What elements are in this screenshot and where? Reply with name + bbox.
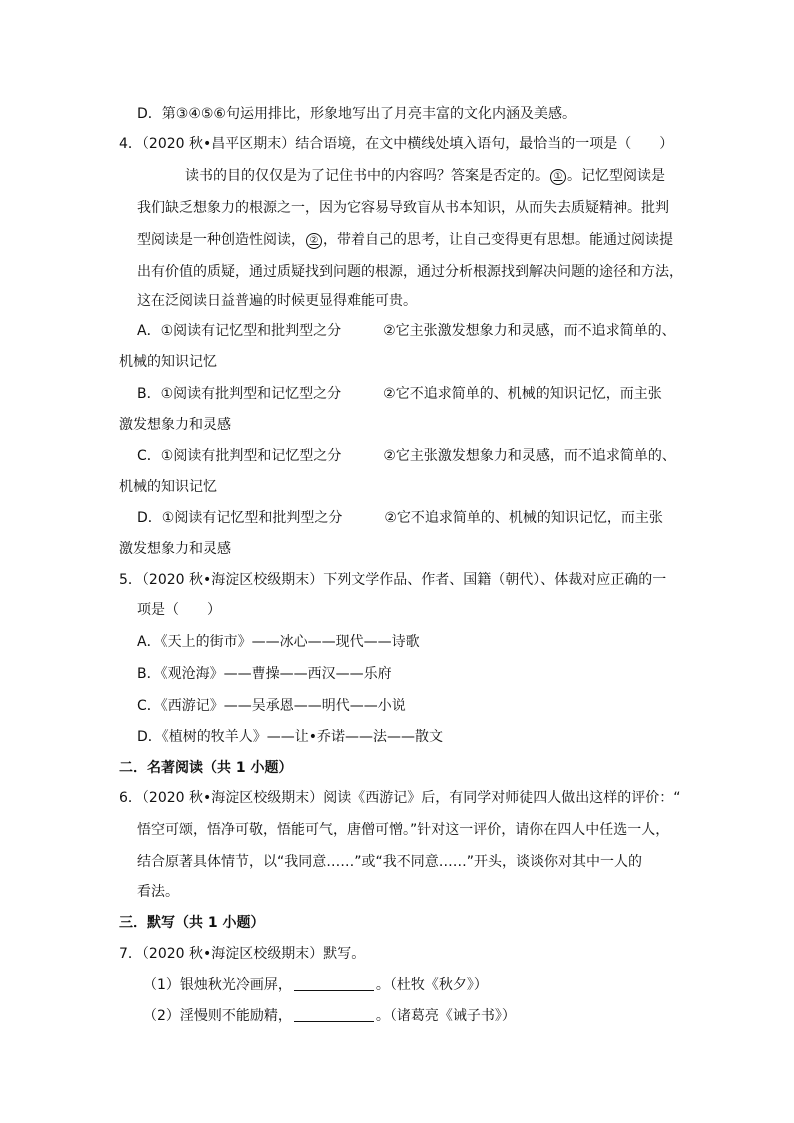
- q6-line-1: 6．（2020 秋•海淀区校级期末）阅读《西游记》后，有同学对师徒四人做出这样的评价：“: [119, 790, 681, 806]
- q4-passage-text-1: 读书的目的仅仅是为了记住书中的内容吗？答案是否定的。: [185, 168, 549, 184]
- answer-blank-2[interactable]: [294, 1007, 374, 1022]
- q4-passage-line-3: [137, 230, 673, 250]
- q4-passage-line-4: 出有价值的质疑，通过质疑找到问题的根源，通过分析根源找到解决问题的途径和方法，: [137, 264, 683, 280]
- q7-item-1: [143, 975, 488, 995]
- q4-option-b-cont: 激发想象力和灵感: [119, 417, 231, 433]
- q7-stem: 7．（2020 秋•海淀区校级期末）默写。: [119, 946, 366, 962]
- q4-passage-text-3: 型阅读是一种创造性阅读，: [137, 232, 305, 248]
- q4-passage-line-2: 我们缺乏想象力的根源之一，因为它容易导致盲从书本知识，从而失去质疑精神。批判: [137, 200, 669, 216]
- q4-option-d: D．①阅读有记忆型和批判型之分 ②它不追求简单的、机械的知识记忆，而主张: [137, 510, 663, 526]
- q6-line-3: 结合原著具体情节，以“我同意……”或“我不同意……”开头，谈谈你对其中一人的: [137, 854, 643, 870]
- q7-item-2: [143, 1006, 516, 1026]
- q5-option-a: A．《天上的街市》——冰心——现代——诗歌: [137, 634, 420, 650]
- q4-stem: 4．（2020 秋•昌平区期末）结合语境，在文中横线处填入语句，最恰当的一项是（ ）: [119, 136, 674, 152]
- q7-item-2-post: 。（诸葛亮《诫子书》）: [375, 1008, 516, 1024]
- answer-blank-1[interactable]: [294, 976, 374, 991]
- q4-passage-line-1: [185, 166, 665, 186]
- q4-option-b: B．①阅读有批判型和记忆型之分 ②它不追求简单的、机械的知识记忆，而主张: [137, 386, 662, 402]
- q5-option-b: B．《观沧海》——曹操——西汉——乐府: [137, 666, 392, 682]
- section-heading-2: 二．名著阅读（共 1 小题）: [119, 760, 293, 776]
- q4-passage-text-4: ，带着自己的思考，让自己变得更有思想。能通过阅读提: [323, 232, 673, 248]
- q6-line-4: 看法。: [137, 884, 179, 900]
- q4-option-d-cont: 激发想象力和灵感: [119, 541, 231, 557]
- q4-passage-line-5: 这在泛阅读日益普遍的时候更显得难能可贵。: [137, 293, 417, 309]
- section-heading-3: 三．默写（共 1 小题）: [119, 915, 265, 931]
- blank-mark-1: ①: [550, 169, 566, 185]
- q5-option-c: C．《西游记》——吴承恩——明代——小说: [137, 698, 406, 714]
- q3-option-d: D．第③④⑤⑥句运用排比，形象地写出了月亮丰富的文化内涵及美感。: [137, 106, 576, 122]
- blank-mark-2: ②: [306, 233, 322, 249]
- q7-item-1-pre: （1）银烛秋光冷画屏，: [143, 977, 292, 993]
- q4-option-a-cont: 机械的知识记忆: [119, 354, 217, 370]
- q4-passage-text-2: 。记忆型阅读是: [567, 168, 665, 184]
- q4-option-c: C．①阅读有批判型和记忆型之分 ②它主张激发想象力和灵感，而不追求简单的、: [137, 448, 676, 464]
- q4-option-a: A．①阅读有记忆型和批判型之分 ②它主张激发想象力和灵感，而不追求简单的、: [137, 323, 676, 339]
- q4-option-c-cont: 机械的知识记忆: [119, 479, 217, 495]
- q5-stem: 5．（2020 秋•海淀区校级期末）下列文学作品、作者、国籍（朝代）、体裁对应正确的一: [119, 572, 667, 588]
- q7-item-1-post: 。（杜牧《秋夕》）: [375, 977, 488, 993]
- q5-stem-cont: 项是（ ）: [137, 602, 221, 618]
- q6-line-2: 悟空可颂，悟净可敬，悟能可气，唐僧可憎。”针对这一评价，请你在四人中任选一人，: [137, 822, 670, 838]
- q5-option-d: D．《植树的牧羊人》——让•乔诺——法——散文: [137, 729, 444, 745]
- q7-item-2-pre: （2）淫慢则不能励精，: [143, 1008, 292, 1024]
